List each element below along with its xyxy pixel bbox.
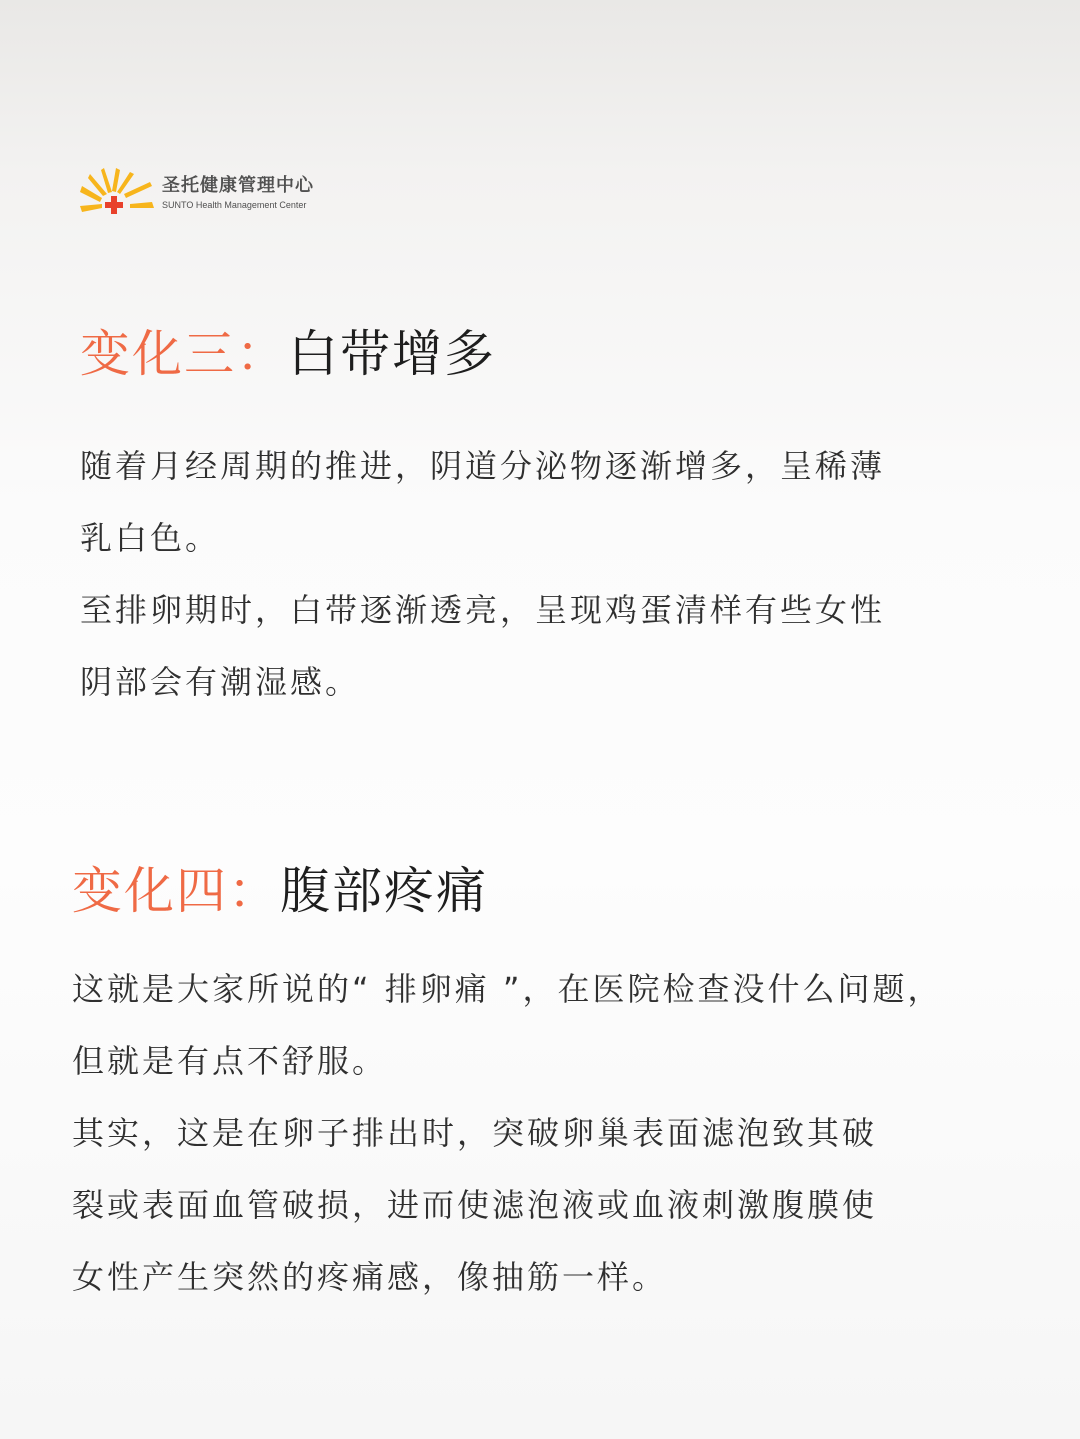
brand-name-en: SUNTO Health Management Center bbox=[162, 200, 307, 210]
body-line: 至排卵期时，白带逐渐透亮，呈现鸡蛋清样有些女性 bbox=[80, 591, 886, 629]
body-line: 阴部会有潮湿感。 bbox=[80, 663, 361, 701]
body-line: 随着月经周期的推进，阴道分泌物逐渐增多，呈稀薄 bbox=[80, 447, 886, 485]
body-line: 女性产生突然的疼痛感，像抽筋一样。 bbox=[72, 1258, 668, 1296]
brand-text bbox=[162, 175, 314, 211]
brand-name-cn: 圣托健康管理中心 bbox=[162, 175, 314, 196]
section-heading-1 bbox=[80, 324, 496, 384]
section-heading-prefix: 变化三： bbox=[80, 325, 288, 383]
section-heading-2 bbox=[72, 861, 488, 921]
body-line: 乳白色。 bbox=[80, 519, 221, 557]
body-line: 这就是大家所说的“ 排卵痛 ”，在医院检查没什么问题， bbox=[72, 970, 943, 1008]
body-line: 但就是有点不舒服。 bbox=[72, 1042, 388, 1080]
section-heading-title: 腹部疼痛 bbox=[280, 862, 488, 920]
body-line: 其实，这是在卵子排出时，突破卵巢表面滤泡致其破 bbox=[72, 1114, 878, 1152]
section-heading-prefix: 变化四： bbox=[72, 862, 280, 920]
brand-logo bbox=[80, 168, 314, 218]
section-body-1 bbox=[80, 430, 1000, 718]
body-line: 裂或表面血管破损，进而使滤泡液或血液刺激腹膜使 bbox=[72, 1186, 878, 1224]
section-heading-title: 白带增多 bbox=[288, 325, 496, 383]
sunburst-cross-logo-icon bbox=[80, 168, 154, 218]
section-body-2 bbox=[72, 953, 1007, 1313]
